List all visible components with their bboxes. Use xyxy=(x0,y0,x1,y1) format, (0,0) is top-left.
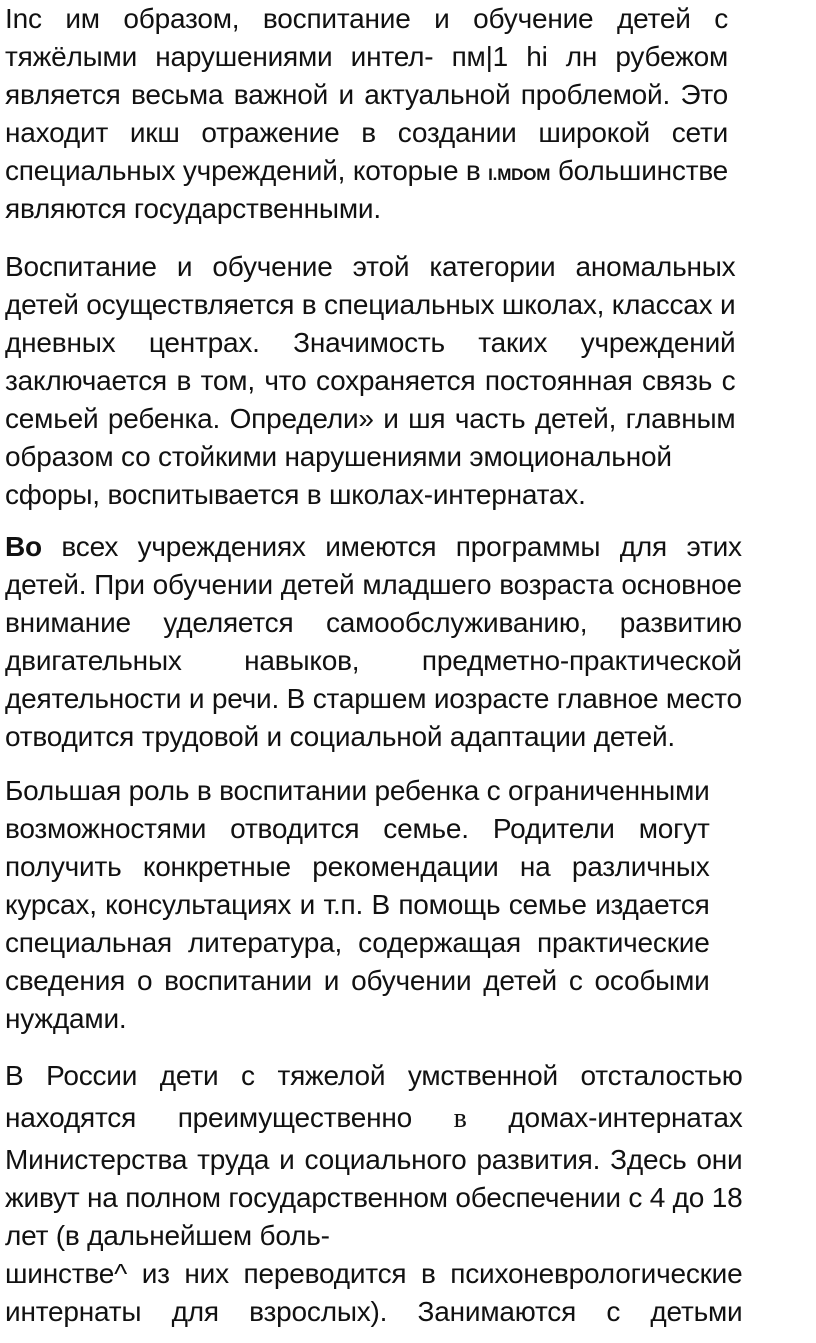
text-segment: большинстве xyxy=(550,155,729,186)
text-line: Большая роль в воспитании ребенка с ограниченными xyxy=(5,775,710,806)
text-line: детей осуществляется в специальных школах, классах и xyxy=(5,289,736,320)
text-line: шинстве^ из них переводится в психоневрологические xyxy=(5,1258,743,1289)
text-line: детей. При обучении детей младшего возраста основное xyxy=(5,569,742,600)
text-line: тяжёлыми нарушениями интел- пм|1 hi лн рубежом xyxy=(5,41,729,72)
paragraph-2 xyxy=(5,248,735,514)
paragraph-3 xyxy=(5,528,742,756)
text-segment: находятся преимущественно xyxy=(5,1102,454,1133)
text-line: возможностями отводится семье. Родители могут xyxy=(5,813,710,844)
text-line xyxy=(5,152,728,190)
text-line: деятельности и речи. В старшем иозрасте главное место xyxy=(5,683,742,714)
text-line: получить конкретные рекомендации на различных xyxy=(5,851,710,882)
text-segment-bold: Во xyxy=(5,531,42,562)
text-line: находит икш отражение в создании широкой сети xyxy=(5,117,729,148)
text-line: дневных центрах. Значимость таких учреждений xyxy=(5,327,736,358)
text-line: сфоры, воспитывается в школах-интернатах. xyxy=(5,479,586,510)
text-segment-serif: в xyxy=(453,1103,467,1134)
text-line: Министерства труда и социального развития. Здесь они xyxy=(5,1144,743,1175)
text-line: отводится трудовой и социальной адаптации детей. xyxy=(5,721,675,752)
text-line: специальная литература, содержащая практические xyxy=(5,927,710,958)
text-line: сведения о воспитании и обучении детей с особыми xyxy=(5,965,710,996)
text-segment: домах-интернатах xyxy=(466,1102,743,1133)
text-segment: специальных учреждений, которые в xyxy=(5,155,489,186)
paragraph-4 xyxy=(5,772,710,1038)
text-segment-small: I.MDOM xyxy=(488,165,551,184)
text-line: курсах, консультациях и т.п. В помощь семье издается xyxy=(5,889,710,920)
text-line: заключается в том, что сохраняется постоянная связь с xyxy=(5,365,736,396)
text-line: живут на полном государственном обеспечении с 4 до 18 xyxy=(5,1182,743,1213)
text-line: образом со стойкими нарушениями эмоциональной xyxy=(5,441,672,472)
text-line: двигательных навыков, предметно-практической xyxy=(5,645,742,676)
paragraph-5 xyxy=(5,1057,743,1331)
text-line: семьей ребенка. Определи» и шя часть детей, главным xyxy=(5,403,736,434)
text-line: Воспитание и обучение этой категории аномальных xyxy=(5,251,736,282)
text-line xyxy=(5,1095,743,1141)
paragraph-1 xyxy=(5,0,728,228)
text-line: являются государственными. xyxy=(5,193,381,224)
text-line: является весьма важной и актуальной проблемой. Это xyxy=(5,79,729,110)
text-line: Inc им образом, воспитание и обучение детей с xyxy=(5,3,729,34)
text-line: нуждами. xyxy=(5,1003,127,1034)
text-line: интернаты для взрослых). Занимаются с детьми xyxy=(5,1296,743,1327)
text-line xyxy=(5,528,742,566)
text-line: внимание уделяется самообслуживанию, развитию xyxy=(5,607,742,638)
text-segment: всех учреждениях имеются программы для этих xyxy=(41,531,742,562)
text-line: В России дети с тяжелой умственной отсталостью xyxy=(5,1060,743,1091)
text-line: лет (в дальнейшем боль- xyxy=(5,1220,330,1251)
